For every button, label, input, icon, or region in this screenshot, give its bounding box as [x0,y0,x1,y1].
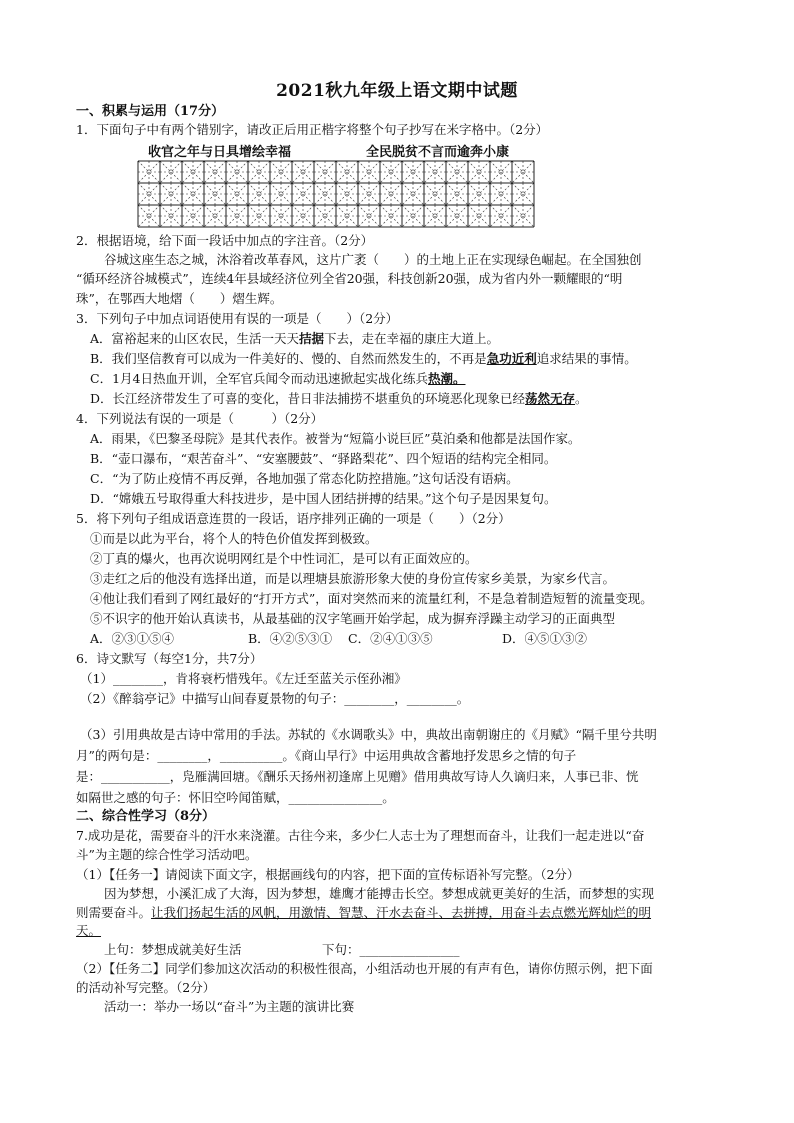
slogan-lower: 下句：________________ [322,942,460,957]
q3-prompt: 3．下列句子中加点词语使用有误的一项是（ ）（2分） [76,311,399,326]
q3-a-text-post: 下去，走在幸福的康庄大道上。 [324,331,500,346]
section-1-heading: 一、积累与运用（17分） [76,104,225,119]
q7-activity-1: 活动一：举办一场以“奋斗”为主题的演讲比赛 [104,999,355,1014]
q3-option-d [90,390,588,408]
q6-item-3-line-2: 月”的两句是：________，__________。《商山早行》中运用典故含蓄地抒发思乡之情的句子 [76,748,577,763]
q7-task1-line-1: 因为梦想，小溪汇成了大海，因为梦想，雄鹰才能搏击长空。梦想成就更美好的生活，而梦想的实现 [104,886,655,901]
q6-item-3-line-3: 是：___________，凫雁满回塘。《酬乐天扬州初逢席上见赠》借用典故写诗人久谪归来，人事已非、恍 [76,769,639,784]
q4-prompt: 4．下列说法有误的一项是（ ）（2分） [76,411,324,426]
q5-option-b: B．④②⑤③① [248,631,333,646]
q5-sentence-3: ③走红之后的他没有选择出道，而是以理塘县旅游形象大使的身份宣传家乡美景，为家乡代言。 [90,571,616,586]
q7-task2-line-1: （2）【任务二】同学们参加这次活动的积极性很高，小组活动也开展的有声有色，请你仿照示例，把下面 [76,961,653,976]
q3-b-text-post: 追求结果的事情。 [536,351,637,366]
q3-d-text-post: 。 [575,391,588,406]
q2-prompt: 2．根据语境，给下面一段话中加点的字注音。（2分） [76,233,374,248]
q4-option-b: B．“壶口瀑布，“艰苦奋斗”、“安塞腰鼓”、“驿路梨花”、四个短语的结构完全相同。 [90,451,557,466]
q4-option-a: A．雨果，《巴黎圣母院》是其代表作。被誉为“短篇小说巨匠”莫泊桑和他都是法国作家。 [90,431,581,446]
rice-grid-svg [137,160,535,228]
q3-option-b [90,350,637,368]
q3-option-c [90,370,466,388]
q3-c-emphasis: 热潮。 [427,371,466,386]
q3-a-emphasis: 拮据 [299,331,325,346]
q5-option-a: A．②③①⑤④ [90,631,175,646]
rice-character-grid [137,160,535,232]
q4-option-d: D．“嫦娥五号取得重大科技进步，是中国人团结拼搏的结果。”这个句子是因果复句。 [90,491,557,506]
q7-task1-line-2-pre: 则需要奋斗。 [76,905,152,920]
q6-item-1: （1）________，肯将衰朽惜残年。《左迁至蓝关示侄孙湘》 [80,671,407,686]
q5-prompt: 5．将下列句子组成语意连贯的一段话，语序排列正确的一项是（ ）（2分） [76,511,511,526]
page-title: 2021秋九年级上语文期中试题 [276,81,518,101]
q7-intro-line-1: 7.成功是花，需要奋斗的汗水来浇灌。古往今来，多少仁人志士为了理想而奋斗，让我们一起走进以“奋 [76,828,645,843]
q2-line-1: 谷城这座生态之城，沐浴着改革春风，这片广袤（ ）的土地上正在实现绿色崛起。在全国独创 [104,252,642,267]
q7-task1-prompt: （1）【任务一】请阅读下面文字，根据画线句的内容，把下面的宣传标语补写完整。（2分） [76,867,580,882]
q6-prompt: 6．诗文默写（每空1分，共7分） [76,651,263,666]
q7-task2-line-2: 的活动补写完整。（2分） [76,980,216,995]
q5-sentence-4: ④他让我们看到了网红最好的“打开方式”，面对突然而来的流量红利，不是急着制造短暂的流量变现。 [90,591,653,606]
q7-task1-underlined: 让我们扬起生活的风帆，用激情、智慧、汗水去奋斗、去拼搏，用奋斗去点燃光辉灿烂的明 [151,905,652,920]
q3-option-a [90,330,499,348]
q3-d-emphasis: 荡然无存 [525,391,576,406]
q7-task1-line-3: 天。 [76,923,102,938]
q3-a-text-pre: A．富裕起来的山区农民，生活一天天 [90,331,300,346]
q3-b-text-pre: B．我们坚信教育可以成为一件美好的、慢的、自然而然发生的，不再是 [90,351,487,366]
q2-line-2: “循环经济谷城模式”，连续4年县域经济位列全省20强，科技创新20强，成为省内外一颗耀眼的“明 [76,271,623,286]
q3-c-text-pre: C．1月4日热血开训，全军官兵闻令而动迅速掀起实战化练兵 [90,371,428,386]
q6-item-3-line-4: 如隔世之感的句子：怀旧空吟闻笛赋，_______________。 [76,790,395,805]
q3-d-text-pre: D．长江经济带发生了可喜的变化，昔日非法捕捞不堪重负的环境恶化现象已经 [90,391,526,406]
q6-item-2: （2）《醉翁亭记》中描写山间春夏景物的句子：________，________。 [80,691,470,706]
section-2-heading: 二、综合性学习（8分） [76,809,216,824]
q3-b-emphasis: 急功近利 [486,351,537,366]
q7-intro-line-2: 斗”为主题的综合性学习活动吧。 [76,847,258,862]
q5-sentence-1: ①而是以此为平台，将个人的特色价值发挥到极致。 [90,531,378,546]
q1-prompt: 1．下面句子中有两个错别字，请改正后用正楷字将整个句子抄写在米字格中。（2分） [76,122,549,137]
q1-sentence-left: 收官之年与日具增绘幸福 [148,145,292,160]
q5-sentence-5: ⑤不识字的他开始认真读书，从最基础的汉字笔画开始学起，成为摒弃浮躁主动学习的正面典型 [90,611,616,626]
q2-line-3: 珠”，在鄂西大地熠（ ）熠生辉。 [76,291,283,306]
q7-task1-line-2 [76,904,651,922]
q5-sentence-2: ②丁真的爆火，也再次说明网红是个中性词汇，是可以有正面效应的。 [90,551,478,566]
q5-option-c: C．②④①③⑤ [348,631,433,646]
q5-option-d: D．④⑤①③② [502,631,588,646]
q6-item-3-line-1: （3）引用典故是古诗中常用的手法。苏轼的《水调歌头》中，典故出南朝谢庄的《月赋》“隔千里兮共明 [80,727,657,742]
slogan-upper: 上句：梦想成就美好生活 [104,942,242,957]
q1-sentence-right: 全民脱贫不言而逾奔小康 [366,145,510,160]
q4-option-c: C．“为了防止疫情不再反弹，各地加强了常态化防控措施。”这句话没有语病。 [90,471,519,486]
